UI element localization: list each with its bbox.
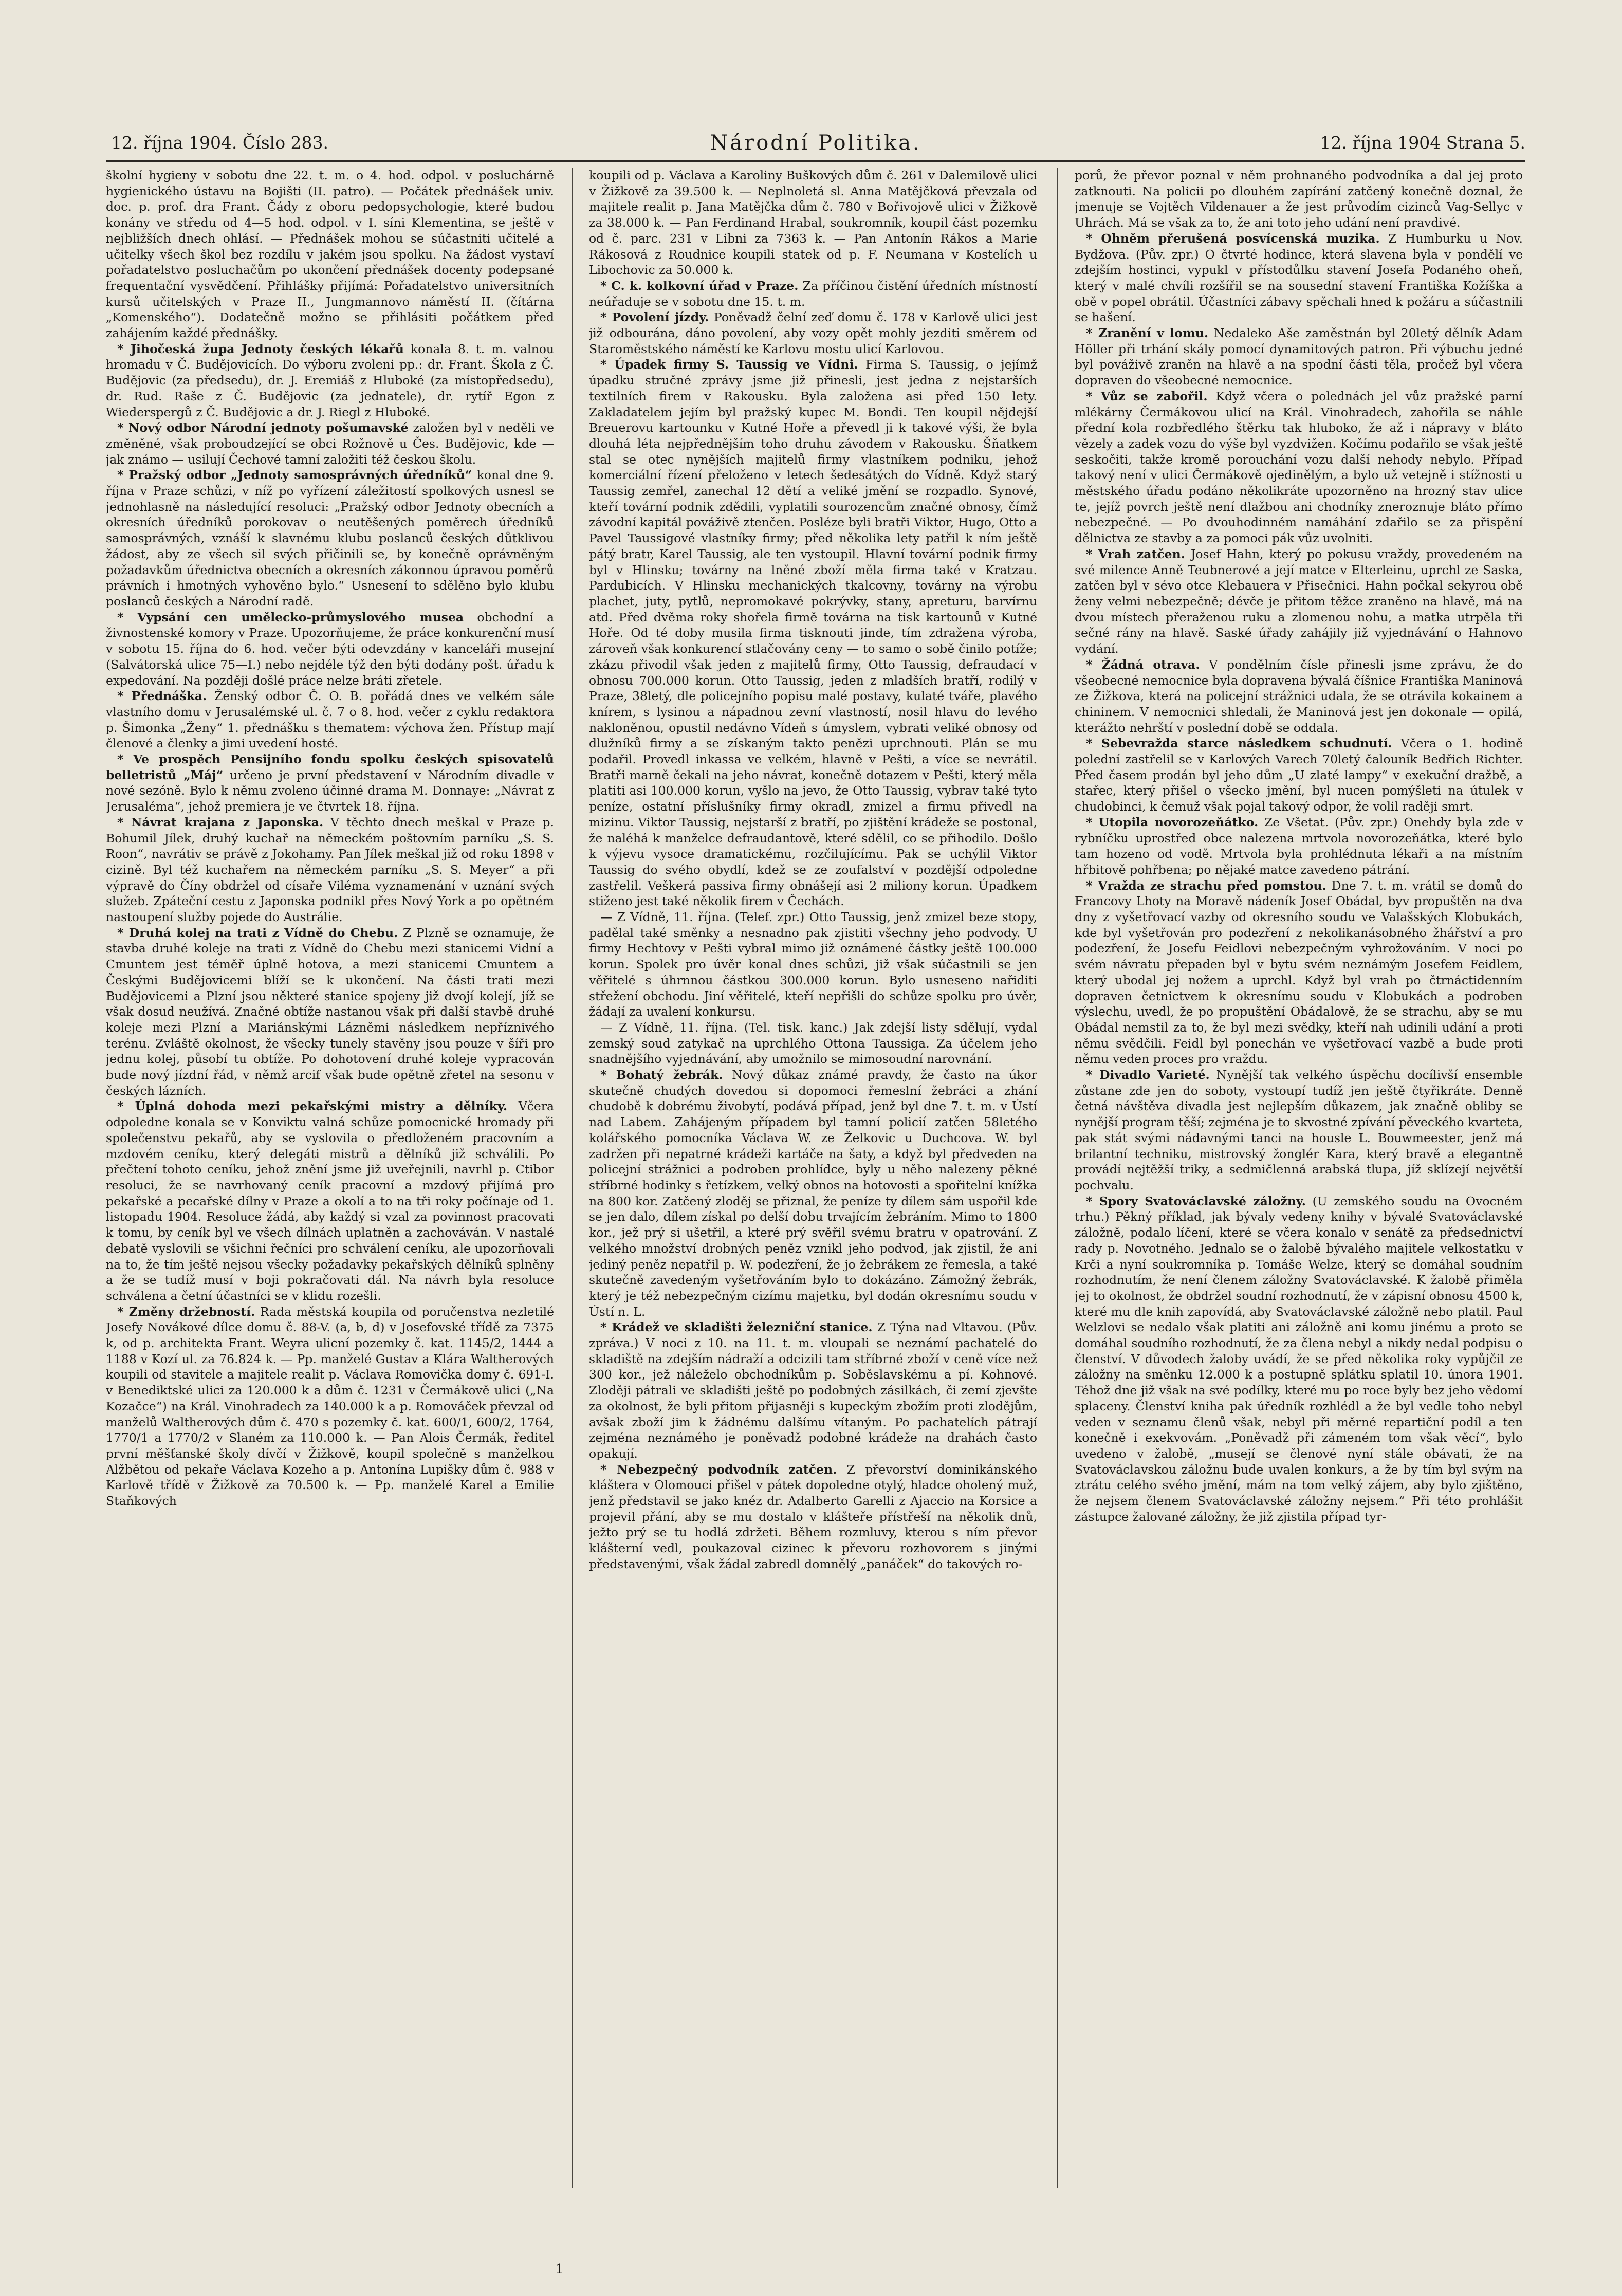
- article-headline: * Utopila novorozeňátko.: [1086, 815, 1259, 830]
- article-body: Rada městská koupila od poručenstva nezletilé Josefy Novákové dílce domu č. 88-V. (a, b, d) v Josefovské třídě za 7375 k, od p. architekta Frant. Weyra ulicní pozemky č. kat. 1145/2, 1444 a 1188 v Kozí ul. za 76.824 k. — Pp. manželé Gustav a Klára Waltherových koupili od stavitele a majitele realit p. Václava Romovička domy č. 691-I. v Benediktské ulici za 120.000 k a dům č. 1231 v Čermákově ulici („Na Kozačce“) na Král. Vinohradech za 140.000 k a p. Romováček převzal od manželů Waltherových dům č. 470 s pozemky č. kat. 600/1, 600/2, 1764, 1770/1 a 1770/2 v Slaném za 110.000 k. — Pan Alois Čermák, ředitel první měšťanské školy dívčí v Žižkově, koupil společně s manželkou Alžbětou od pekaře Václava Kozeho a p. Antonína Lupišky dům č. 988 v Karlově třídě v Žižkově za 70.500 k. — Pp. manželé Karel a Emilie Staňkových: [106, 1304, 554, 1509]
- article-paragraph: [1075, 231, 1523, 325]
- article-paragraph: [1075, 1193, 1523, 1525]
- article-paragraph: [589, 1462, 1037, 1572]
- article-body: V pondělním čísle přinesli jsme zprávu, že do všeobecné nemocnice byla dopravena bývalá číšnice Františka Maninová ze Žižkova, která na policejní strážnici udala, že se otrávila kokainem a chininem. V nemocnici shledali, že Maninová jest jen dokonale — opilá, kterážto nehrští v poslední době se oddala.: [1075, 657, 1523, 735]
- article-paragraph: [589, 909, 1037, 1020]
- article-paragraph: [1075, 325, 1523, 389]
- article-paragraph: [1075, 546, 1523, 657]
- article-body: konal dne 9. října v Praze schůzi, v níž po vyřízení záležitostí spolkových usnesl se jednohlasně na následující resoluci: „Pražský odbor Jednoty obecních a okresních úředníků porokovav o neutěšených poměrech úředníků samosprávných, vznáší k slavnému klubu poslanců českých důtklivou žádost, aby ze všech sil svých přičinili se, by konečně oprávněným požadavkům úřednictva obecních a okresních zákonnou úpravou poměrů právních i hmotných vyhověno bylo.“ Usnesení to sdělěno bylo klubu poslanců českých a Národní radě.: [106, 468, 554, 609]
- article-headline: * Vůz se zabořil.: [1086, 389, 1208, 403]
- article-paragraph: [1075, 657, 1523, 736]
- page-folio: 1: [555, 2262, 564, 2277]
- article-headline: * Ve prospěch Pensijního fondu spolku českých spisovatelů belletristů „Máj“: [106, 752, 554, 782]
- article-headline: * Ohněm přerušená posvícenská muzika.: [1086, 231, 1380, 246]
- article-paragraph: [106, 610, 554, 689]
- article-body: Firma S. Taussig, o jejímž úpadku stručné zprávy jsme již přinesli, jest jedna z nejstarších textilních firem v Rakousku. Byla založena asi před 150 lety. Zakladatelem jejím byl pražský kupec M. Bondi. Ten koupil nějdejší Breuerovu kartounku v Kutné Hoře a převedl ji k takové výši, že byla dlouhá léta nejpřednějším toho druhu závodem v Rakousku. Šňatkem stal se otec nynějších majitelů firmy vlastníkem podniku, jehož komerciální řízení přeloženo v letech šedesátých do Vídně. Když starý Taussig zemřel, zanechal 12 dětí a veliké jmění se rozpadlo. Synové, kteří tovární podnik zdědili, vyplatili sourozencům značné obnosy, čímž závodní kapitál pováživě ztenčen. Posléze byli bratři Viktor, Hugo, Otto a Pavel Taussigové vlastníky firmy; před několika lety patřil k ním ještě pátý bratr, Karel Taussig, ale ten vystoupil. Hlavní tovární podnik firmy byl v Hlinsku; továrny na lněné zboží měla firma také v Kratzau. Pardubicích. V Hlinsku mechanických tkalcovny, továrny na výrobu plachet, juty, pytlů, nepromokavé pokrývky, stany, apreturu, barvírnu atd. Před dvěma roky shořela firmě továrna na tisk kartounů v Kutné Hoře. Od té doby musila firma tisknouti jinde, tím zdražena výroba, zároveň však konkurencí stlačovány ceny — to samo o sobě činilo potíže; zkázu přivodil však jeden z majitelů firmy, Otto Taussig, defraudací v obnosu 700.000 korun. Otto Taussig, jeden z mladších bratří, rodilý v Praze, 38letý, dle policejního popisu malé postavy, kulaté tváře, plavého knírem, s lysinou a nápadnou zevní vlastností, nosil hlavu do levého nakloněnou, opustil nedávno Vídeň s úmyslem, vybrati veliké obnosy od dlužníků firmy a se získaným takto penězi uprchnouti. Plán se mu podařil. Provedl inkassa ve velkém, hlavně v Pešti, a více se nevrátil. Bratři marně čekali na jeho návrat, konečně dotazem v Pešti, který měla platiti asi 100.000 korun, vyšlo na jevo, že Otto Taussig, vybrav také tyto peníze, ostatní příslušníky firmy okradl, zmizel a firmu přivedl na mizinu. Viktor Taussig, nejstarší z bratří, po zjištění krádeže se postonal, že naléhá k manželce defraudantově, které sdělil, co se přihodilo. Došlo k výjevu vysoce dramatickému, rozčilujícímu. Pak se uchýlil Viktor Taussig do svého obydlí, kdež se ze zoufalství v pozdější odpoledne zastřelil. Veškerá passiva firmy obnášejí asi 2 miliony korun. Úpadkem stiženo jest také několik firem v Čechách.: [589, 357, 1037, 909]
- article-body: Poněvadž čelní zeď domu č. 178 v Karlově ulici jest již odbourána, dáno povolení, aby vozy opět mohly jezditi směrem od Staroměstského náměstí ke Karlovu mostu ulicí Karlovou.: [589, 310, 1037, 356]
- article-headline: * Změny držebností.: [117, 1304, 255, 1319]
- article-body: Včera odpoledne konala se v Konviktu valná schůze pomocnické hromady při společenstvu pekařů, aby se vyslovila o předloženém pracovním a mzdovém ceníku, který delegáti mistrů a dělníků již schválili. Po přečtení tohoto ceníku, jehož znění jsme již uveřejnili, navrhl p. Ctibor resoluci, že se navrhovaný ceník pracovní a mzdový přijímá pro pekařské a pecařské dílny v Praze a okolí a to na tři roky počínaje od 1. listopadu 1904. Resoluce žádá, aby každý si vzal za povinnost pracovati k tomu, by ceník byl ve všech dílnách uplatněn a zachováván. V nastalé debatě vyslovili se všichni řečníci pro schválení ceníku, ale upozorňovali na to, že tím ještě nejsou všecky požadavky pekařských dělníků splněny a že se tudíž musí v boji pokračovati dál. Na návrh byla resoluce schválena a četní účastníci se v klidu rozešli.: [106, 1099, 554, 1303]
- article-headline: * Přednáška.: [117, 689, 207, 704]
- article-body: Ženský odbor Č. O. B. pořádá dnes ve velkém sále vlastního domu v Jerusalémské ul. č. 7 o 8. hod. večer z cyklu redaktora p. Šimonka „Ženy“ 1. přednášku s thematem: výchova žen. Přístup mají členové a členky a jimi uvedení hosté.: [106, 689, 554, 751]
- article-body: Nedaleko Aše zaměstnán byl 20letý dělník Adam Höller při trhání skály pomocí dynamitových patron. Při výbuchu jedné byl pováživě zraněn na hlavě a na spodní části těla, pročež byl včera dopraven do všeobecné nemocnice.: [1075, 326, 1523, 388]
- article-headline: * Úpadek firmy S. Taussig ve Vídni.: [600, 357, 858, 372]
- text-column-2: [589, 168, 1037, 2188]
- article-headline: * Sebevražda starce následkem schudnutí.: [1086, 736, 1392, 751]
- article-headline: * Návrat krajana z Japonska.: [117, 815, 324, 830]
- column-separator: [572, 168, 573, 2188]
- article-body: školní hygieny v sobotu dne 22. t. m. o 4. hod. odpol. v posluchárně hygienického ústavu na Bojišti (II. patro). — Počátek přednášek univ. doc. p. prof. dra Frant. Čády z oboru pedopsychologie, které budou konány ve středu od 4—5 hod. odpol. v I. síni Klementina, se ještě v nejbližších dnech ohlásí. — Přednášek mohou se súčastniti učitelé a učitelky všech škol bez rozdílu v jakém jsou spolku. Na žádost vystaví pořadatelstvo posluchačům po ukončení přednášek docenty podepsané frequentační vysvědčení. Přihlášky přijímá: Pořadatelstvo universitních kursů učitelských v Praze II., Jungmannovo náměstí II. (čítárna „Komenského“). Dodatečně možno se přihlásiti počátkem před zahájením každé přednášky.: [106, 168, 554, 341]
- article-paragraph: [589, 1067, 1037, 1319]
- article-headline: * Vypsání cen umělecko-průmyslového musea: [117, 610, 464, 624]
- article-headline: * Spory Svatováclavské záložny.: [1086, 1193, 1306, 1208]
- article-paragraph: [1075, 815, 1523, 878]
- article-body: založen byl v neděli ve změněné, však proboudzející se obci Rožnově u Čes. Budějovic, kde — jak známo — usilují Čechové tamní založiti též českou školu.: [106, 420, 554, 467]
- article-paragraph: [106, 341, 554, 420]
- article-body: Nynější tak velkého úspěchu docílivší ensemble zůstane zde jen do soboty, vystoupí tudíž jen ještě čtyřikráte. Denně četná návštěva divadla jest nejlepším důkazem, jak značně obliby se nynější program těší; zejména je to skvostné zpívání pěveckého kvarteta, pak stát svými nádavnými tanci na housle L. Bouwmeester, jenž má brilantní techniku, mistrovský žonglér Kara, který bravě a elegantně provádí nejtěžší triky, a sedmičlenná arabská tlupa, jíž sklízejí největší pochvalu.: [1075, 1068, 1523, 1192]
- article-paragraph: [589, 1319, 1037, 1461]
- page-header: [106, 128, 1525, 157]
- article-body: Z převorství dominikánského kláštera v Olomouci přišel v pátek dopoledne otylý, hladce oholený muž, jenž představil se jako knéz dr. Adalberto Garelli z Ajaccio na Korsice a projevil přání, aby se mu dostalo v klášteře přístřeší na několik dnů, ježto prý se tu hodlá zdržeti. Během rozmluvy, kterou s ním převor klášterní vedl, poukazoval cizinec k převoru rozhovorem s jinými představenými, však žádal zabredl domnělý „panáček“ do takových ro-: [589, 1462, 1037, 1571]
- article-body: Dne 7. t. m. vrátil se domů do Francovy Lhoty na Moravě nádeník Josef Obádal, byv propuštěn na dva dny z vyšetřovací vazby od okresního soudu ve Valašských Klobukách, kde byl vyšetřován pro podezření z nekolikanásobného žhářství a pro podezření, že Josefu Feidlovi nebezpečným vyhrožováním. V noci po svém návratu přepaden byl v bytu svém neznámým Josefem Feidlem, který ubodal jej nožem a uprchl. Když byl vrah po čtrnáctidenním dopraven četnictvem k okresnímu soudu v Klobukách a podroben výslechu, uvedl, že po propuštění Obádalově, že se strachu, aby se mu Obádal nemstil za to, že byl mezi svědky, kteří nah udinili udání a proti němu svědčili. Feidl byl ponechán ve vyšetřovací vazbě a bude proti němu veden proces pro vraždu.: [1075, 878, 1523, 1067]
- column-separator: [1057, 168, 1058, 2188]
- article-headline: * Jihočeská župa Jednoty českých lékařů: [117, 341, 404, 356]
- article-headline: * Vrah zatčen.: [1086, 546, 1185, 561]
- header-rule: [106, 160, 1525, 162]
- article-paragraph: [106, 1098, 554, 1303]
- article-headline: * Nebezpečný podvodník zatčen.: [600, 1462, 837, 1477]
- article-paragraph: [106, 925, 554, 1099]
- article-headline: * C. k. kolkovní úřad v Praze.: [600, 278, 799, 293]
- article-body: — Z Vídně, 11. října. (Tel. tisk. kanc.) Jak zdejší listy sdělují, vydal zemský soud zatykač na uprchlého Ottona Taussiga. Za účelem jeho snadnějšího vyjednávání, aby umožnilo se mimosoudní narovnání.: [589, 1020, 1037, 1067]
- article-body: konala 8. t. m. valnou hromadu v Č. Budějovicích. Do výboru zvoleni pp.: dr. Frant. Škola z Č. Budějovic (za předsedu), dr. J. Eremiáš z Hluboké (za místopředsedu), dr. Rud. Raše z Č. Budějovic (za jednatele), dr. rytíř Egon z Wiederspergů z Č. Budějovic a dr. J. Riegl z Hluboké.: [106, 341, 554, 419]
- article-body: Ze Všetat. (Pův. zpr.) Onehdy byla zde v rybníčku uprostřed obce nalezena mrtvola novorozeňátka, které bylo tam hozeno od vodě. Mrtvola byla prohlédnuta lékaři a na místním hřbitově pohřbena; po nějaké matce zavedeno pátrání.: [1075, 815, 1523, 877]
- article-headline: * Krádež ve skladišti železniční stanice.: [600, 1320, 873, 1335]
- article-paragraph: [589, 278, 1037, 309]
- article-body: určeno je první představení v Národním divadle v nové sezóně. Bylo k němu zvoleno účinné drama M. Donnaye: „Návrat z Jerusaléma“, jehož premiera je ve čtvrtek 18. října.: [106, 767, 554, 814]
- article-body: obchodní a živnostenské komory v Praze. Upozorňujeme, že práce konkurenční musí v sobotu 15. října do 6. hod. večer býti odevzdány v kanceláři musejní (Salvátorská ulice 75—I.) nebo nejdéle týž den býti dodány pošt. úřadu k expedování. Na později došlé práce nelze bráti zřetele.: [106, 610, 554, 688]
- article-paragraph: [106, 688, 554, 751]
- article-paragraph: [106, 1304, 554, 1509]
- masthead-title: Národní Politika.: [710, 131, 921, 155]
- article-paragraph: [1075, 389, 1523, 546]
- article-body: Z Humburku u Nov. Bydžova. (Pův. zpr.) O čtvrté hodince, která slavena byla v pondělí ve zdejším hostinci, vypukl v přístodůlku stavení Josefa Podaného oheň, který v malé chvíli rozšířil se na sousední stavení Františka Kožíška a obě v popel obrátil. Účastníci zábavy spěchali hned k požáru a súčastnili se hašení.: [1075, 231, 1523, 325]
- article-headline: * Zranění v lomu.: [1086, 326, 1209, 341]
- article-body: Josef Hahn, který po pokusu vraždy, provedeném na své milence Anně Teubnerové a její matce v Elterleinu, uprchl ze Saska, zatčen byl v sévo otce Klebauera v Přisečnici. Hahn počkal sekyrou obě ženy velmi nebezpečně; dévče je přitom těžce zraněno na hlavě, má na dvou místech přeraženou ruku a zlomenou nohu, a matka utrpěla tři sečné rány na hlavě. Saské úřady zahájily již vyjednávání o Hahnovo vydání.: [1075, 546, 1523, 656]
- article-body: V těchto dnech meškal v Praze p. Bohumil Jílek, druhý kuchař na německém poštovním parníku „S. S. Roon“, navrátiv se právě z Jokohamy. Pan Jílek meškal již od roku 1898 v cizině. Byl též kuchařem na německém parníku „S. S. Meyer“ a při výpravě do Číny obdržel od císaře Viléma vyznamenání v uznání svých služeb. Zpáteční cestu z Japonska podnikl přes Nový York a po opětném nastoupení služby pojede do Austrálie.: [106, 815, 554, 925]
- article-paragraph: [589, 168, 1037, 278]
- article-paragraph: [106, 420, 554, 467]
- article-headline: * Druhá kolej na trati z Vídně do Chebu.: [117, 925, 398, 940]
- article-body: koupili od p. Václava a Karoliny Buškových dům č. 261 v Dalemilově ulici v Žižkově za 39.500 k. — Neplnoletá sl. Anna Matějčková převzala od majitele realit p. Jana Matějčka dům č. 780 v Bořivojově ulici v Žižkově za 38.000 k. — Pan Ferdinand Hrabal, soukromník, koupil část pozemku od č. parc. 231 v Libni za 7363 k. — Pan Antonín Rákos a Marie Rákosová z Roudnice koupili statek od p. F. Neumana v Kostelích u Libochovic za 50.000 k.: [589, 168, 1037, 278]
- article-headline: * Nový odbor Národní jednoty pošumavské: [117, 420, 409, 435]
- header-date-page: 12. října 1904 Strana 5.: [1320, 133, 1525, 153]
- article-body: Včera o 1. hodině polední zastřelil se v Karlových Varech 70letý čalouník Bedřich Richter. Před časem prodán byl jeho dům „U zlaté lampy“ v exekuční dražbě, a stařec, který přišel o všecko jmění, byl nucen pomýšleti na útulek v chudobinci, k čemuž však pojal takový odpor, že volil raději smrt.: [1075, 736, 1523, 814]
- article-headline: * Divadlo Varieté.: [1086, 1068, 1210, 1082]
- article-headline: * Povolení jízdy.: [600, 310, 709, 325]
- text-column-3: [1075, 168, 1523, 2188]
- text-column-1: [106, 168, 554, 2188]
- article-body: Z Týna nad Vltavou. (Pův. zpráva.) V noci z 10. na 11. t. m. vloupali se neznámí pachatelé do skladiště na zdejším nádraží a odcizili tam stříbrné zboží v ceně více než 300 kor., jež náleželo obchodníkům p. Soběslavskému a pí. Kohnové. Zloději pátrali ve skladišti ještě po podobných zásilkách, či zemí zjevšte za okolnost, že byli přitom přijasněji s kupeckým zbožím proti zlodějům, avšak zboží jim k žádnému dalšímu vítaným. Po pachatelích pátrají zejména neznámého je poněvadž podobné krádeže na drahách často opakují.: [589, 1320, 1037, 1461]
- article-body: (U zemského soudu na Ovocném trhu.) Pěkný příklad, jak bývaly vedeny knihy v bývalé Svatováclavské záložně, podalo líčení, které se včera konalo v senátě za předsednictví rady p. Novotného. Jednalo se o žalobě bývalého majitele velkostatku v Krči a nyní soukromníka p. Tomáše Welze, který se domáhal soudním rozhodnutím, že není členem záložny Svatováclavské. K žalobě přiměla jej to okolnost, že obdržel soudní rozhodnutí, že v zápisní obnosu 4500 k, které mu dle knih zapovídá, aby Svatováclavské záložně nebo platil. Paul Welzlovi se nedalo však platiti ani záložně ani komu jinému a proto se domáhal soudního rozhodnutí, že za člena nebyl a nikdy nedal podpisu o členství. V důvodech žaloby uvádí, že se před několika roky vypůjčil ze záložny na směnku 12.000 k a postupně splátku splatil 10. února 1901. Téhož dne již však na své podílky, které mu po roce byly bez jeho vědomí splaceny. Členství kniha pak úředník rozhlédl a že byl vedle toho nebyl veden v seznamu členů však, nebyl při měrné repartiční podíl a ten konečně i exekvovám. „Poněvadž při zámeném tom však věcí“, bylo uvedeno v žalobě, „musejí se členové nyní stále obávati, že na Svatováclavskou záložnu bude uvalen konkurs, a že by tím byl svým na ztrátu celého svého jmění, mám na tom velký zájem, aby bylo zjištěno, že nejsem členem Svatováclavské záložny nejsem.“ Při této prohlášit zástupce žalované záložny, že již zjistila případ tyr-: [1075, 1193, 1523, 1524]
- article-body: Z Plzně se oznamuje, že stavba druhé koleje na trati z Vídně do Chebu mezi stanicemi Vidní a Cmuntem jest téměř úplně hotova, a mezi stanicemi Cmuntem a Českými Budějovicemi blíží se k ukončení. Na části trati mezi Budějovicemi a Plzní jsou některé stanice spojeny již dvojí kolejí, jíž se však dosud neužívá. Značné obtíže nastanou však při další stavbě druhé koleje mezi Plzní a Mariánskými Lázněmi následkem nepříznivého terénu. Zvláště okolnost, že všecky tunely stavěny jsou pouze v šíři pro jednu kolej, působí tu obtíže. Po dohotovení druhé koleje vypracován bude nový jízdní řád, v němž arcif však bude opětně zřetel na sesonu v českých lázních.: [106, 925, 554, 1098]
- article-paragraph: [106, 751, 554, 815]
- article-headline: * Pražský odbor „Jednoty samosprávných úředníků“: [117, 468, 472, 483]
- article-headline: * Bohatý žebrák.: [600, 1068, 723, 1082]
- newspaper-page: [106, 128, 1525, 2195]
- article-paragraph: [1075, 168, 1523, 231]
- article-paragraph: [106, 168, 554, 341]
- article-headline: * Úplná dohoda mezi pekařskými mistry a dělníky.: [117, 1099, 508, 1114]
- article-body: porů, že převor poznal v něm prohnaného podvodníka a dal jej proto zatknouti. Na policii po dlouhém zapírání zatčený konečně doznal, že jmenuje se Vojtěch Vildenauer a že jest průvodím cizinců Vag-Sellyc v Uhrách. Má se však za to, že ani toto jeho udání není pravdivé.: [1075, 168, 1523, 230]
- article-paragraph: [589, 357, 1037, 909]
- article-body: Za příčinou čistění úředních místností neúřaduje se v sobotu dne 15. t. m.: [589, 278, 1037, 309]
- article-paragraph: [589, 1020, 1037, 1067]
- article-paragraph: [1075, 736, 1523, 815]
- article-headline: * Vražda ze strachu před pomstou.: [1086, 878, 1326, 893]
- article-paragraph: [1075, 878, 1523, 1067]
- article-paragraph: [589, 309, 1037, 357]
- article-body: Nový důkaz známé pravdy, že často na úkor skutečně chudých dovedou si dopomoci řemeslní žebráci a zhání chudobě k dobrému živobytí, podává případ, jenž byl dne 7. t. m. v Ústí nad Labem. Zahájeným případem byl tamní policií zatčen 58letého kolářského pomocníka Václava W. ze Želkovic u Duchcova. W. byl zadržen při nepatrné krádeži kartáče na šaty, a když byl předveden na policejní strážnici a podroben prohlídce, byly u něho nalezeny pěkné stříbrné hodinky s řetízkem, velký obnos na hotovosti a spořitelní knížka na 800 kor. Zatčený zloděj se přiznal, že peníze ty dílem sám uspořil kde se jen dalo, dílem získal po delší dobu trvajícím žebráním. Mimo to 1800 kor., jež prý si ušetřil, a které prý svěřil svému bratru v opatrování. Z velkého množství drobných peněz vznikl jeho podvod, jak zjistil, že ani jediný peněz nepatřil p. W. podezření, že jo žebrákem ze řemesla, a také skutečně zavedeným vyšetřováním bylo to dokázáno. Zámožný žebrák, který je též nebezpečným cizímu majetku, byl dodán okresnímu soudu v Ústí n. L.: [589, 1068, 1037, 1319]
- article-headline: * Žádná otrava.: [1086, 657, 1200, 672]
- article-paragraph: [106, 815, 554, 925]
- article-paragraph: [106, 467, 554, 609]
- article-paragraph: [1075, 1067, 1523, 1193]
- header-date-issue: 12. října 1904. Číslo 283.: [111, 133, 329, 153]
- article-body: Když včera o polednách jel vůz pražské parní mlékárny Čermákovou ulicí na Král. Vinohradech, zahořila se náhle přední kola rozbředlého štěrku tak hluboko, že až i nápravy v bláto vězely a zadek vozu do výše byl vyzdvižen. Kočímu podařilo se však ještě seskočiti, takže kromě porouchání vozu další nehody nebylo. Případ takový není v ulici Čermákově ojedinělým, a bylo už vetejně i stížnosti u městského úřadu podáno několikráte upozorněno na hrozný stav ulice te, jejíž povrch ještě není dlažbou ani chodníky zneroznuje bláto přímo nebezpečné. — Po dvouhodinném namáhání zdařilo se za přispění dělnictva ze stavby a za pomoci pák vůz uvolniti.: [1075, 389, 1523, 546]
- article-body: — Z Vídně, 11. října. (Telef. zpr.) Otto Taussig, jenž zmizel beze stopy, padělal také směnky a nesnadno pak zjistiti všechny jeho podvody. U firmy Hechtovy v Pešti vybral mimo již oznámené částky ještě 100.000 korun. Spolek pro úvěr konal dnes schůzi, již však súčastnili se jen věřitelé s úhrnnou částkou 300.000 korun. Bylo usneseno nařiditi střežení obchodu. Jiní věřitelé, kteří nepřišli do schůze spolku pro úvěr, žádají za uvalení konkursu.: [589, 910, 1037, 1019]
